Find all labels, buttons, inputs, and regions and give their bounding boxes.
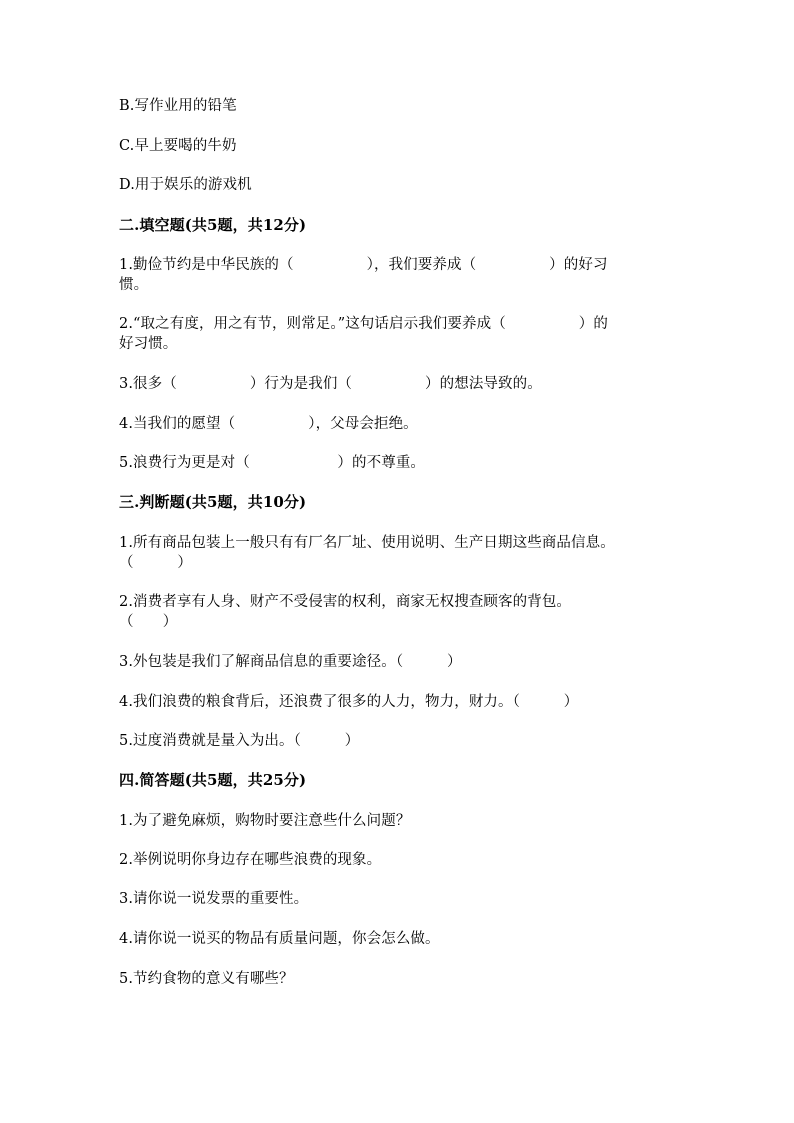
section-3-item-4: 4.我们浪费的粮食背后，还浪费了很多的人力，物力，财力。（ ） (119, 694, 579, 710)
section-2-item-1: 1.勤俭节约是中华民族的（ ），我们要养成（ ）的好习 惯。 (119, 257, 608, 293)
section-4-item-3: 3.请你说一说发票的重要性。 (119, 891, 309, 907)
section-4-item-1: 1.为了避免麻烦，购物时要注意些什么问题？ (119, 813, 411, 829)
section-2-title: 二.填空题(共5题，共12分) (119, 216, 307, 234)
section-3-title: 三.判断题(共5题，共10分) (119, 493, 307, 511)
option-b: B.写作业用的铅笔 (119, 98, 237, 114)
section-3-item-3: 3.外包装是我们了解商品信息的重要途径。（ ） (119, 654, 462, 670)
section-3-item-2: 2.消费者享有人身、财产不受侵害的权利，商家无权搜查顾客的背包。 （ ） (119, 594, 572, 630)
option-d: D.用于娱乐的游戏机 (119, 177, 252, 193)
section-4-item-5: 5.节约食物的意义有哪些？ (119, 971, 294, 987)
section-2-item-5: 5.浪费行为更是对（ ）的不尊重。 (119, 455, 426, 471)
section-2-item-3: 3.很多（ ）行为是我们（ ）的想法导致的。 (119, 376, 542, 392)
section-3-item-1: 1.所有商品包装上一般只有有厂名厂址、使用说明、生产日期这些商品信息。 （ ） (119, 535, 615, 571)
section-4-title: 四.简答题(共5题，共25分) (119, 771, 307, 789)
section-4-item-2: 2.举例说明你身边存在哪些浪费的现象。 (119, 852, 382, 868)
section-4-item-4: 4.请你说一说买的物品有质量问题，你会怎么做。 (119, 931, 440, 947)
section-3-item-5: 5.过度消费就是量入为出。（ ） (119, 733, 360, 749)
option-c: C.早上要喝的牛奶 (119, 138, 237, 154)
section-2-item-2: 2.“取之有度，用之有节，则常足。”这句话启示我们要养成（ ）的 好习惯。 (119, 316, 609, 352)
section-2-item-4: 4.当我们的愿望（ ），父母会拒绝。 (119, 416, 418, 432)
